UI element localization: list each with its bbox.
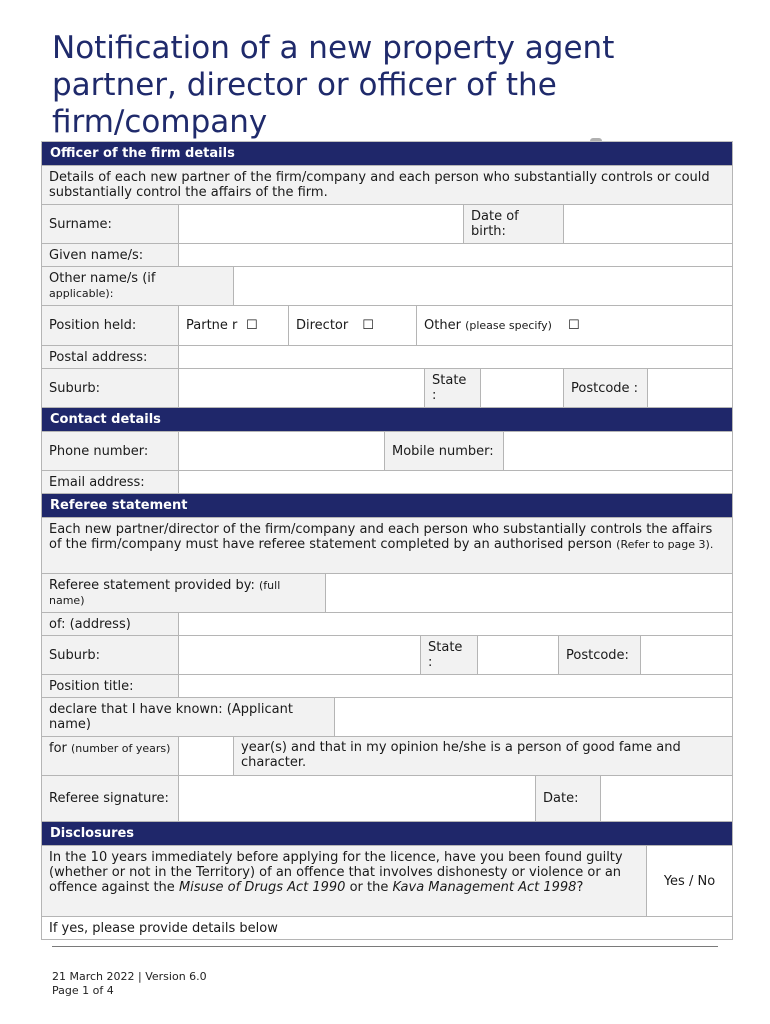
referee-provided-small: (full name) xyxy=(49,579,281,607)
email-label: Email address: xyxy=(42,471,179,493)
referee-position-input[interactable] xyxy=(179,675,732,697)
footer xyxy=(52,970,207,998)
referee-provided-text: Referee statement provided by: xyxy=(49,578,255,593)
page-title: Notification of a new property agent partner, director or officer of the firm/company xyxy=(52,30,615,140)
other-names-input[interactable] xyxy=(234,267,732,305)
referee-date-input[interactable] xyxy=(601,776,732,821)
position-row xyxy=(42,306,732,346)
referee-postcode-label: Postcode: xyxy=(559,636,641,674)
phone-input[interactable] xyxy=(179,432,385,470)
partner-checkbox[interactable]: ☐ xyxy=(246,318,258,333)
footer-divider xyxy=(52,946,718,947)
referee-position-row xyxy=(42,675,732,698)
referee-address-label: of: (address) xyxy=(42,613,179,635)
referee-suburb-row xyxy=(42,636,732,675)
officer-intro: Details of each new partner of the firm/company and each person who substantially controls or could substantially control the affairs of the firm. xyxy=(42,166,732,204)
given-name-label: Given name/s: xyxy=(42,244,179,266)
suburb-row xyxy=(42,369,732,408)
referee-state-input[interactable] xyxy=(478,636,559,674)
other-option-small: (please specify) xyxy=(465,318,552,332)
disclosure-question-part-c: ? xyxy=(576,880,584,895)
disclosure-question-row xyxy=(42,846,732,917)
director-label: Director xyxy=(296,318,349,333)
suburb-input[interactable] xyxy=(179,369,425,407)
declare-label: declare that I have known: (Applicant name) xyxy=(42,698,335,736)
signature-input[interactable] xyxy=(179,776,536,821)
referee-intro xyxy=(42,518,732,573)
other-names-label: Other name/s (if xyxy=(49,271,156,286)
disclosure-details-row xyxy=(42,917,732,939)
director-checkbox[interactable]: ☐ xyxy=(362,318,374,333)
given-name-row xyxy=(42,244,732,267)
surname-label: Surname: xyxy=(42,205,179,243)
disclosure-question-part-b: or the xyxy=(345,880,393,895)
postal-row xyxy=(42,346,732,369)
email-row xyxy=(42,471,732,494)
postcode-label: Postcode : xyxy=(564,369,648,407)
partner-option[interactable] xyxy=(179,306,289,345)
years-input[interactable] xyxy=(179,737,234,775)
referee-intro-row xyxy=(42,518,732,574)
other-option-label: Other xyxy=(424,317,461,333)
other-names-label-cell xyxy=(42,267,234,305)
officer-intro-row xyxy=(42,166,732,205)
for-label-small: (number of years) xyxy=(71,742,171,755)
footer-page: Page 1 of 4 xyxy=(52,984,114,997)
mobile-input[interactable] xyxy=(504,432,732,470)
phone-label: Phone number: xyxy=(42,432,179,470)
misuse-of-drugs-act: Misuse of Drugs Act 1990 xyxy=(178,880,346,895)
disclosure-question xyxy=(42,846,647,916)
referee-address-row xyxy=(42,613,732,636)
referee-postcode-input[interactable] xyxy=(641,636,732,674)
referee-suburb-label: Suburb: xyxy=(42,636,179,674)
position-label: Position held: xyxy=(42,306,179,345)
applicant-name-input[interactable] xyxy=(335,698,732,736)
referee-provided-row xyxy=(42,574,732,613)
partner-label: Partne r xyxy=(186,318,238,333)
surname-row xyxy=(42,205,732,244)
kava-management-act: Kava Management Act 1998 xyxy=(392,880,577,895)
postal-input[interactable] xyxy=(179,346,732,368)
referee-intro-small: (Refer to page 3). xyxy=(616,538,714,551)
other-option-label-group xyxy=(424,319,560,333)
dob-label: Date of birth: xyxy=(464,205,564,243)
for-label xyxy=(42,737,179,775)
for-label-text: for xyxy=(49,741,67,756)
state-label: State : xyxy=(425,369,481,407)
postcode-input[interactable] xyxy=(648,369,732,407)
declare-row xyxy=(42,698,732,737)
other-option[interactable] xyxy=(417,306,732,345)
yes-no-field[interactable]: Yes / No xyxy=(663,873,716,889)
other-names-row xyxy=(42,267,732,306)
state-input[interactable] xyxy=(481,369,564,407)
referee-address-input[interactable] xyxy=(179,613,732,635)
disclosure-question-part-a: In the 10 years immediately before applying for the licence, have you been found guilty (whether or not in the Territory) of an offence that involves dishonesty or violence or an offence against the xyxy=(49,850,623,895)
dob-input[interactable] xyxy=(564,205,732,243)
application-form xyxy=(41,141,733,940)
referee-date-label: Date: xyxy=(536,776,601,821)
other-checkbox[interactable]: ☐ xyxy=(568,318,580,333)
referee-name-input[interactable] xyxy=(326,574,732,612)
referee-provided-label xyxy=(42,574,326,612)
years-row xyxy=(42,737,732,776)
email-input[interactable] xyxy=(179,471,732,493)
signature-label: Referee signature: xyxy=(42,776,179,821)
referee-intro-text: Each new partner/director of the firm/company and each person who substantially controls the affairs of the firm/company must have referee statement completed by an authorised person xyxy=(49,522,713,552)
footer-version: 21 March 2022 | Version 6.0 xyxy=(52,970,207,983)
referee-position-label: Position title: xyxy=(42,675,179,697)
mobile-label: Mobile number: xyxy=(385,432,504,470)
director-option[interactable] xyxy=(289,306,417,345)
section-contact-header: Contact details xyxy=(42,408,732,432)
phone-row xyxy=(42,432,732,471)
section-disclosures-header: Disclosures xyxy=(42,822,732,846)
years-text: year(s) and that in my opinion he/she is a person of good fame and character. xyxy=(234,737,732,775)
given-name-input[interactable] xyxy=(179,244,732,266)
postal-label: Postal address: xyxy=(42,346,179,368)
signature-row xyxy=(42,776,732,822)
section-officer-header: Officer of the firm details xyxy=(42,142,732,166)
section-referee-header: Referee statement xyxy=(42,494,732,518)
other-names-label-small: applicable): xyxy=(49,287,114,300)
surname-input[interactable] xyxy=(179,205,464,243)
disclosure-details-label: If yes, please provide details below xyxy=(49,920,278,936)
suburb-label: Suburb: xyxy=(42,369,179,407)
referee-state-label: State : xyxy=(421,636,478,674)
referee-suburb-input[interactable] xyxy=(179,636,421,674)
